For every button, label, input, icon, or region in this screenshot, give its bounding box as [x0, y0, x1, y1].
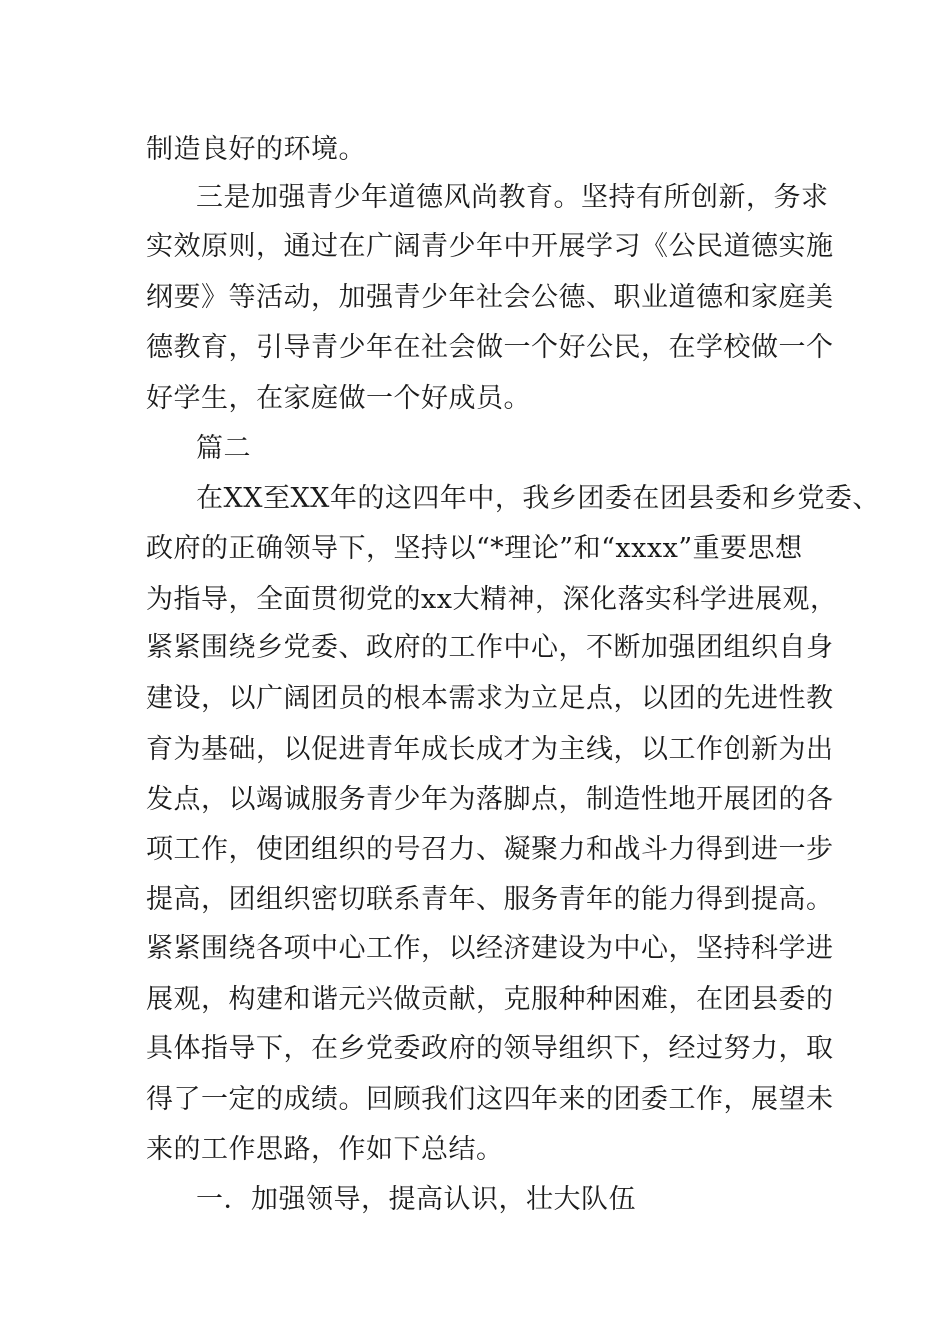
text-line: 纲要》等活动，加强青少年社会公德、职业道德和家庭美 [146, 282, 834, 313]
text-line: 育为基础，以促进青年成长成才为主线，以工作创新为出 [146, 734, 834, 765]
text-line: 为指导，全面贯彻党的xx大精神，深化落实科学进展观， [146, 584, 838, 615]
text-line: 政府的正确领导下，坚持以“*理论”和“xxxx”重要思想 [146, 533, 803, 564]
text-line: 得了一定的成绩。回顾我们这四年来的团委工作，展望未 [146, 1084, 834, 1115]
text-line: 制造良好的环境。 [146, 134, 366, 165]
text-line: 德教育，引导青少年在社会做一个好公民，在学校做一个 [146, 332, 834, 363]
section-heading: 一．加强领导，提高认识，壮大队伍 [196, 1184, 636, 1215]
text-line: 紧紧围绕乡党委、政府的工作中心，不断加强团组织自身 [146, 632, 834, 663]
text-line: 提高，团组织密切联系青年、服务青年的能力得到提高。 [146, 884, 834, 915]
text-line: 项工作，使团组织的号召力、凝聚力和战斗力得到进一步 [146, 834, 834, 865]
text-line: 紧紧围绕各项中心工作，以经济建设为中心，坚持科学进 [146, 933, 834, 964]
text-line: 展观，构建和谐元兴做贡献，克服种种困难，在团县委的 [146, 984, 834, 1015]
text-line: 具体指导下，在乡党委政府的领导组织下，经过努力，取 [146, 1033, 834, 1064]
section-heading: 篇二 [196, 433, 251, 464]
text-line: 来的工作思路，作如下总结。 [146, 1134, 504, 1165]
paragraph-first-line: 三是加强青少年道德风尚教育。坚持有所创新，务求 [196, 182, 829, 213]
text-line: 实效原则，通过在广阔青少年中开展学习《公民道德实施 [146, 231, 834, 262]
text-line: 发点，以竭诚服务青少年为落脚点，制造性地开展团的各 [146, 784, 834, 815]
paragraph-first-line: 在XX至XX年的这四年中，我乡团委在团县委和乡党委、 [196, 483, 880, 514]
text-line: 好学生，在家庭做一个好成员。 [146, 383, 531, 414]
text-line: 建设，以广阔团员的根本需求为立足点，以团的先进性教 [146, 683, 834, 714]
